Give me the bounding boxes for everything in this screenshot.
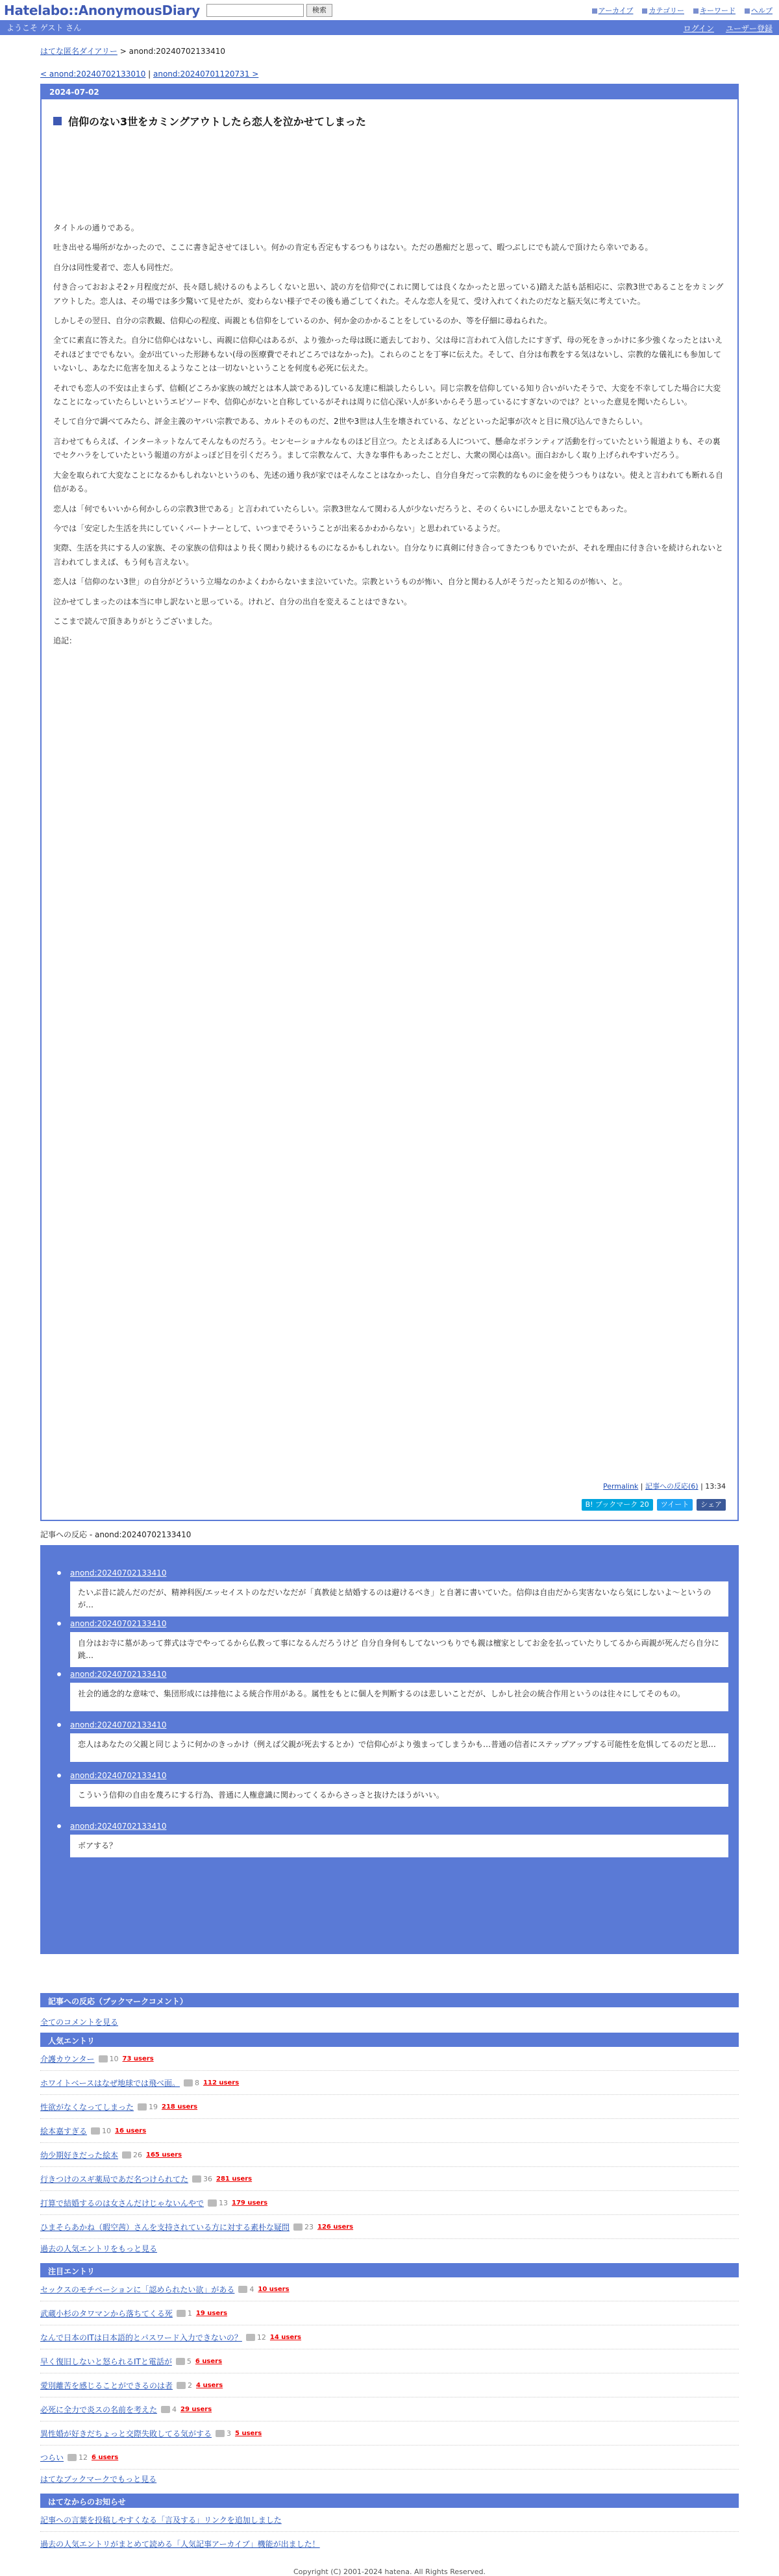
entry-paragraph: 吐き出せる場所がなかったので、ここに書き記させてほしい。何かの肯定も否定もするつもりはない。ただの愚痴だと思って、暇つぶしにでも読んで頂けたら幸いである。	[53, 243, 653, 253]
users-badge[interactable]: 281 users	[216, 2175, 253, 2183]
bookmark-count-value: 19	[149, 2102, 158, 2111]
response-item	[57, 1771, 728, 1807]
breadcrumb	[0, 35, 779, 56]
all-comments-wrap	[40, 2007, 739, 2027]
entry-title-text[interactable]: 信仰のない3世をカミングアウトしたら恋人を泣かせてしまった	[68, 116, 366, 128]
bookmark-count-value: 12	[79, 2453, 88, 2462]
ranking-row	[40, 2373, 739, 2397]
users-badge[interactable]: 29 users	[180, 2405, 212, 2413]
bookmark-count	[177, 2309, 192, 2318]
ranking-row	[40, 2095, 739, 2119]
welcome-bar	[0, 20, 779, 35]
bookmark-count	[177, 2381, 192, 2390]
login-link[interactable]: ログイン	[683, 24, 714, 33]
pager-sep: |	[145, 69, 153, 79]
bullet-icon	[57, 1723, 61, 1727]
entry-meta: Permalink | 記事への反応(6) | 13:34	[603, 1482, 726, 1491]
comment-icon	[91, 2127, 100, 2135]
reflist-link[interactable]: 記事への反応(6)	[645, 1482, 699, 1491]
bookmark-count-value: 36	[203, 2174, 213, 2183]
bookmark-count-value: 10	[102, 2126, 112, 2135]
breadcrumb-current: anond:20240702133410	[129, 47, 226, 56]
search-form	[206, 4, 332, 17]
users-badge[interactable]: 179 users	[232, 2199, 268, 2207]
comment-icon	[246, 2334, 255, 2341]
bookmark-count-value: 4	[249, 2285, 254, 2294]
ranking-title-link[interactable]: セックスのモチベーションに「認められたい欲」がある	[40, 2285, 235, 2294]
nav-archive[interactable]: アーカイブ	[592, 5, 634, 16]
users-badge[interactable]: 10 users	[258, 2285, 290, 2293]
entry-paragraph: タイトルの通りである。	[53, 223, 139, 232]
search-input[interactable]	[206, 4, 304, 17]
archive-icon	[592, 8, 597, 14]
ranking-title-link[interactable]: 愛別離苦を感じることができるのは者	[40, 2381, 173, 2390]
bookmark-count-value: 13	[219, 2198, 229, 2207]
response-link[interactable]: anond:20240702133410	[70, 1619, 167, 1628]
notice-link[interactable]: 記事への言葉を投稿しやすくなる「言及する」リンクを追加しました	[40, 2515, 282, 2525]
keyword-icon	[693, 8, 699, 14]
bullet-icon	[57, 1571, 61, 1575]
entry-paragraph: 恋人は「何でもいいから何かしらの宗教3世である」と言われていたらしい。宗教3世なんて関わる人が少ないだろうと、そのくらいにしか思えないことでもあった。	[53, 504, 632, 514]
ranking-title-link[interactable]: 異性婚が好きだちょっと交際失敗してる気がする	[40, 2429, 212, 2438]
bookmark-count	[68, 2453, 88, 2462]
bookmark-count-value: 23	[304, 2222, 314, 2231]
entry-paragraph: 全てに素直に答えた。自分に信仰心はないし、両親に信仰心はあるが、より強かった母は既に逝去しており、父は母に言われて入信したにすぎず、母の死をきっかけに多少強くなったとはいえそれほどまででもない。金が出ていった形跡もない(母の医療費でそれどころではなかった)。これらのことを丁寧に伝えた。そして、自分は布教をする気はないし、宗教的な儀礼にも参加していないし、あなたに危害を加えるようなことは一切ないということを何度も必死に伝えた。	[53, 336, 723, 373]
ranking-title-link[interactable]: ホワイトベースはなぜ地球では飛べ面。	[40, 2078, 180, 2088]
notice-list	[40, 2508, 739, 2556]
users-badge[interactable]: 112 users	[203, 2079, 240, 2087]
ranking-row	[40, 2325, 739, 2349]
response-link[interactable]: anond:20240702133410	[70, 1720, 167, 1729]
title-square-icon	[53, 117, 62, 125]
users-badge[interactable]: 4 users	[196, 2381, 223, 2389]
response-link[interactable]: anond:20240702133410	[70, 1568, 167, 1578]
response-header	[57, 1568, 728, 1578]
ranking-title-link[interactable]: なんで日本のITは日本語的とパスワード入力できないの？	[40, 2333, 242, 2342]
hatena-bookmark-button[interactable]: B! ブックマーク 20	[582, 1499, 653, 1511]
response-item	[57, 1822, 728, 1857]
ranking-row	[40, 2446, 739, 2470]
next-entry-link[interactable]: anond:20240701120731 >	[153, 69, 259, 79]
ranking-row	[40, 2277, 739, 2301]
ranking-title-link[interactable]: 早く復旧しないと怒られるITと電話が	[40, 2357, 172, 2366]
response-excerpt: 恋人はあなたの父親と同じように何かのきっかけ（例えば父親が死去するとか）で信仰心がより強まってしまうかも…普通の信者にステップアップする可能性を危惧してるのだと思…	[70, 1733, 728, 1762]
ranking-row	[40, 2191, 739, 2215]
ranking-title-link[interactable]: 打算で結婚するのは女さんだけじゃないんやで	[40, 2198, 204, 2208]
site-logo[interactable]: Hatelabo::AnonymousDiary	[4, 2, 200, 18]
response-excerpt: たいぶ昔に読んだのだが、精神科医/エッセイストのなだいなだが「真教徒と結婚するのは避けるべき」と自著に書いていた。信仰は自由だから実害ないなら気にしないよ～というのが…	[70, 1581, 728, 1616]
bookmark-count-value: 26	[133, 2150, 143, 2159]
bookmark-count	[161, 2405, 177, 2414]
bookmark-count-value: 12	[256, 2333, 266, 2342]
popular-more-link[interactable]: 過去の人気エントリをもっと見る	[40, 2244, 158, 2253]
users-badge[interactable]: 6 users	[92, 2453, 119, 2461]
pager	[0, 56, 779, 79]
diary-entry	[40, 84, 739, 1521]
entry-paragraph: 付き合っておおよそ2ヶ月程度だが、長々隠し続けるのもよろしくないと思い、読の方を信仰で(これに関しては良くなかったと思っている)踏えた話も話相応に、宗教3世であることをカミングアウトした。恋人は、その場では多少驚いて見せたが、変わらない様子でその後も過ごしてくれた。そんな恋人を見て、受け入れてくれたのだなと脳天気に考えていた。	[53, 282, 724, 306]
users-badge[interactable]: 6 users	[195, 2357, 223, 2365]
response-item	[57, 1619, 728, 1667]
ranking-row	[40, 2047, 739, 2071]
comment-icon	[177, 2382, 186, 2389]
comment-icon	[293, 2223, 303, 2231]
bookmark-count	[293, 2223, 314, 2231]
register-link[interactable]: ユーザー登録	[725, 24, 773, 33]
users-badge[interactable]: 5 users	[235, 2429, 262, 2437]
comment-icon	[138, 2103, 147, 2111]
response-header	[57, 1771, 728, 1780]
notice-link[interactable]: 過去の人気エントリがまとめて読める「人気記事アーカイブ」機能が出ました！	[40, 2540, 320, 2549]
breadcrumb-parent[interactable]: はてな匿名ダイアリー	[40, 47, 117, 56]
entry-paragraph: 追記：	[53, 636, 77, 646]
bookmark-comments-heading: 記事への反応（ブックマークコメント）	[40, 1993, 739, 2007]
attention-list	[40, 2277, 739, 2470]
ranking-row	[40, 2215, 739, 2239]
entry-paragraph: 自分は同性愛者で、恋人も同性だ。	[53, 262, 178, 272]
response-excerpt: 自分はお寺に墓があって葬式は寺でやってるから仏教って事になるんだろうけど 自分自身何もしてないつもりでも親は檀家としてお金を払っていたりしてるから両親が死んだら自分に跳…	[70, 1632, 728, 1667]
nav-help[interactable]: ヘルプ	[745, 5, 773, 16]
response-header	[57, 1619, 728, 1628]
notice-item	[40, 2508, 739, 2532]
site-header	[0, 0, 779, 20]
attention-heading: 注目エントリ	[40, 2263, 739, 2277]
response-link[interactable]: anond:20240702133410	[70, 1670, 167, 1679]
ranking-title-link[interactable]: 性欲がなくなってしまった	[40, 2102, 134, 2112]
response-excerpt: 社会的通念的な意味で、集団形成には排他による統合作用がある。属性をもとに個人を判断するのは悲しいことだが、しかし社会の統合作用というのは往々にしてそのもの。	[70, 1683, 728, 1711]
bookmark-count	[192, 2175, 212, 2183]
bookmark-count	[208, 2199, 228, 2207]
share-button[interactable]: シェア	[697, 1499, 726, 1511]
comment-icon	[122, 2151, 131, 2159]
all-comments-link[interactable]: 全てのコメントを見る	[40, 2018, 119, 2027]
bullet-icon	[57, 1672, 61, 1676]
share-buttons	[582, 1499, 726, 1511]
response-item	[57, 1568, 728, 1616]
ranking-title-link[interactable]: 介護カウンター	[40, 2054, 95, 2064]
help-icon	[745, 8, 750, 14]
bookmark-count	[238, 2285, 254, 2294]
bookmark-count-value: 8	[195, 2078, 200, 2087]
bookmark-count-value: 2	[188, 2381, 193, 2390]
ranking-title-link[interactable]: 必死に全力で炎スの名前を考えた	[40, 2405, 158, 2414]
users-badge[interactable]: 126 users	[317, 2223, 354, 2231]
entry-paragraph: ここまで読んで頂きありがとうございました。	[53, 616, 217, 626]
responses-box	[40, 1545, 739, 1954]
bookmark-count	[184, 2079, 199, 2087]
bookmark-count	[246, 2333, 266, 2342]
entry-paragraph: 言わせてもらえば、インターネットなんてそんなものだろう。センセーショナルなものほど目立つ。たとえばある人について、懸命なボランティア活動を行っていたという報道よりも、その裏でセクハラをしていたという報道の方がよっぽど目を引くだろう。まして宗教なんて、大きな事件もあったことだし、大衆の関心は高い。面白おかしく取り上げられやすいだろう。	[53, 436, 721, 460]
bookmark-count	[91, 2127, 111, 2135]
ranking-title-link[interactable]: つらい	[40, 2453, 64, 2462]
entry-paragraph: 大金を取られて大変なことになるかもしれないというのも、先述の通り我が家ではそんなことはなかったし、自分自身だって宗教的なものに金を使うつもりはない。使えと言われても断れる自信がある。	[53, 470, 724, 494]
ranking-row	[40, 2119, 739, 2143]
ranking-row	[40, 2167, 739, 2191]
ranking-row	[40, 2421, 739, 2446]
popular-more-wrap	[40, 2239, 739, 2254]
welcome-text: ようこそ ゲスト さん	[6, 23, 82, 32]
bullet-icon	[57, 1622, 61, 1626]
nav-category[interactable]: カテゴリー	[642, 5, 684, 16]
bookmark-count	[216, 2429, 231, 2438]
users-badge[interactable]: 19 users	[195, 2309, 228, 2317]
users-badge[interactable]: 165 users	[146, 2151, 182, 2159]
bookmark-count	[138, 2103, 158, 2111]
ranking-title-link[interactable]: 行きつけのスギ薬局であだ名つけられてた	[40, 2174, 189, 2184]
response-item	[57, 1720, 728, 1762]
entry-paragraph: 泣かせてしまったのは本当に申し訳ないと思っている。けれど、自分の出自を変えることはできない。	[53, 597, 412, 606]
comment-icon	[99, 2055, 108, 2062]
ranking-row	[40, 2071, 739, 2095]
response-excerpt: ボアする？	[70, 1835, 728, 1857]
comment-icon	[161, 2406, 170, 2413]
bookmark-count	[99, 2055, 119, 2063]
comment-icon	[176, 2358, 185, 2365]
comment-icon	[184, 2079, 193, 2087]
users-badge[interactable]: 73 users	[122, 2055, 154, 2062]
ranking-row	[40, 2349, 739, 2373]
ranking-row	[40, 2143, 739, 2167]
tweet-button[interactable]: ツイート	[657, 1499, 693, 1511]
ranking-title-link[interactable]: 幼少期好きだった絵本	[40, 2150, 119, 2160]
bullet-icon	[57, 1824, 61, 1828]
ranking-title-link[interactable]: 絵本嘉すぎる	[40, 2126, 88, 2136]
category-icon	[642, 8, 647, 14]
attention-more-wrap	[40, 2470, 739, 2484]
prev-entry-link[interactable]: < anond:20240702133010	[40, 69, 146, 79]
ranking-row	[40, 2397, 739, 2421]
comment-icon	[238, 2286, 247, 2293]
entry-date: 2024-07-02	[42, 85, 737, 99]
response-item	[57, 1670, 728, 1711]
response-link[interactable]: anond:20240702133410	[70, 1771, 167, 1780]
users-badge[interactable]: 14 users	[269, 2333, 302, 2341]
response-header	[57, 1822, 728, 1831]
bookmark-count-value: 3	[227, 2429, 232, 2438]
comment-icon	[68, 2454, 77, 2461]
users-badge[interactable]: 16 users	[115, 2127, 147, 2135]
entry-paragraph: 実際、生活を共にする人の家族、その家族の信仰はより長く関わり続けるものになるかもしれない。自分なりに真剣に付き合ってきたつもりでいたが、それを理由に付き合いを続けられないと言われてしまえば、もう何も言えない。	[53, 543, 724, 567]
nav-keyword[interactable]: キーワード	[693, 5, 736, 16]
attention-more-link[interactable]: はてなブックマークでもっと見る	[40, 2475, 157, 2484]
ranking-row	[40, 2301, 739, 2325]
notice-item	[40, 2532, 739, 2556]
entry-paragraph: 今では「安定した生活を共にしていくパートナーとして、いつまでそういうことが出来るかわからない」と思われているようだ。	[53, 523, 505, 533]
search-button[interactable]: 検索	[306, 4, 332, 17]
popular-list	[40, 2047, 739, 2239]
response-excerpt: こういう信仰の自由を蔑ろにする行為、普通に人権意識に関わってくるからさっさと抜けたほうがいい。	[70, 1784, 728, 1807]
response-link[interactable]: anond:20240702133410	[70, 1822, 167, 1831]
popular-heading: 人気エントリ	[40, 2033, 739, 2047]
ranking-title-link[interactable]: 武蔵小杉のタワマンから落ちてくる死	[40, 2309, 173, 2318]
bookmark-count-value: 4	[172, 2405, 177, 2414]
response-header	[57, 1670, 728, 1679]
footer-copyright: Copyright (C) 2001-2024 hatena. All Rights Reserved.	[293, 2568, 486, 2576]
entry-paragraph: 恋人は「信仰のない3世」の自分がどういう立場なのかよくわからないまま泣いていた。宗教というものが怖い、自分と関わる人がそうだったと知るのが怖い、と。	[53, 577, 627, 587]
bookmark-count	[176, 2357, 192, 2366]
entry-time: 13:34	[705, 1482, 726, 1491]
bookmark-count-value: 5	[186, 2357, 192, 2366]
entry-paragraph: それでも恋人の不安は止まらず、信頼(どころか家族の域だとは本人談である)している友達に相談したらしい。同じ宗教を信仰している知り合いがいたそうで、大変を不幸してした場合に大変なことになっていたらしいというエピソードや、信仰心がないと自称しているがそれは周りに信心深い人が多いからそう思っているにすぎないのでは？といった意見を聞いたらしい。	[53, 383, 721, 407]
entry-body	[53, 221, 726, 654]
entry-title	[53, 114, 726, 129]
entry-paragraph: そして自分で調べてみたら、評金主義のヤバい宗教である、カルトそのものだ、2世や3世は人生を壊されている、などといった記事が次々と目に飛び込んできたらしい。	[53, 417, 648, 427]
ranking-title-link[interactable]: ひまそらあかね（暇空茜）さんを支持されている方に対する素朴な疑問	[40, 2222, 290, 2232]
comment-icon	[208, 2199, 217, 2207]
response-header	[57, 1720, 728, 1729]
comment-icon	[192, 2175, 201, 2183]
permalink[interactable]: Permalink	[603, 1482, 639, 1491]
notice-heading: はてなからのお知らせ	[40, 2494, 739, 2508]
bookmark-count	[122, 2151, 142, 2159]
bullet-icon	[57, 1774, 61, 1777]
top-nav	[592, 5, 773, 16]
entry-paragraph: しかしその翌日、自分の宗教観、信仰心の程度、両親とも信仰をしているのか、何か金のかかることをしているのか、等を仔細に尋ねられた。	[53, 316, 552, 326]
responses-heading: 記事への反応 - anond:20240702133410	[40, 1530, 192, 1539]
comment-icon	[216, 2430, 225, 2437]
breadcrumb-sep: >	[117, 47, 129, 56]
bookmark-count-value: 10	[109, 2054, 119, 2063]
bookmark-count-value: 1	[187, 2309, 192, 2318]
users-badge[interactable]: 218 users	[162, 2103, 198, 2111]
comment-icon	[177, 2310, 186, 2317]
